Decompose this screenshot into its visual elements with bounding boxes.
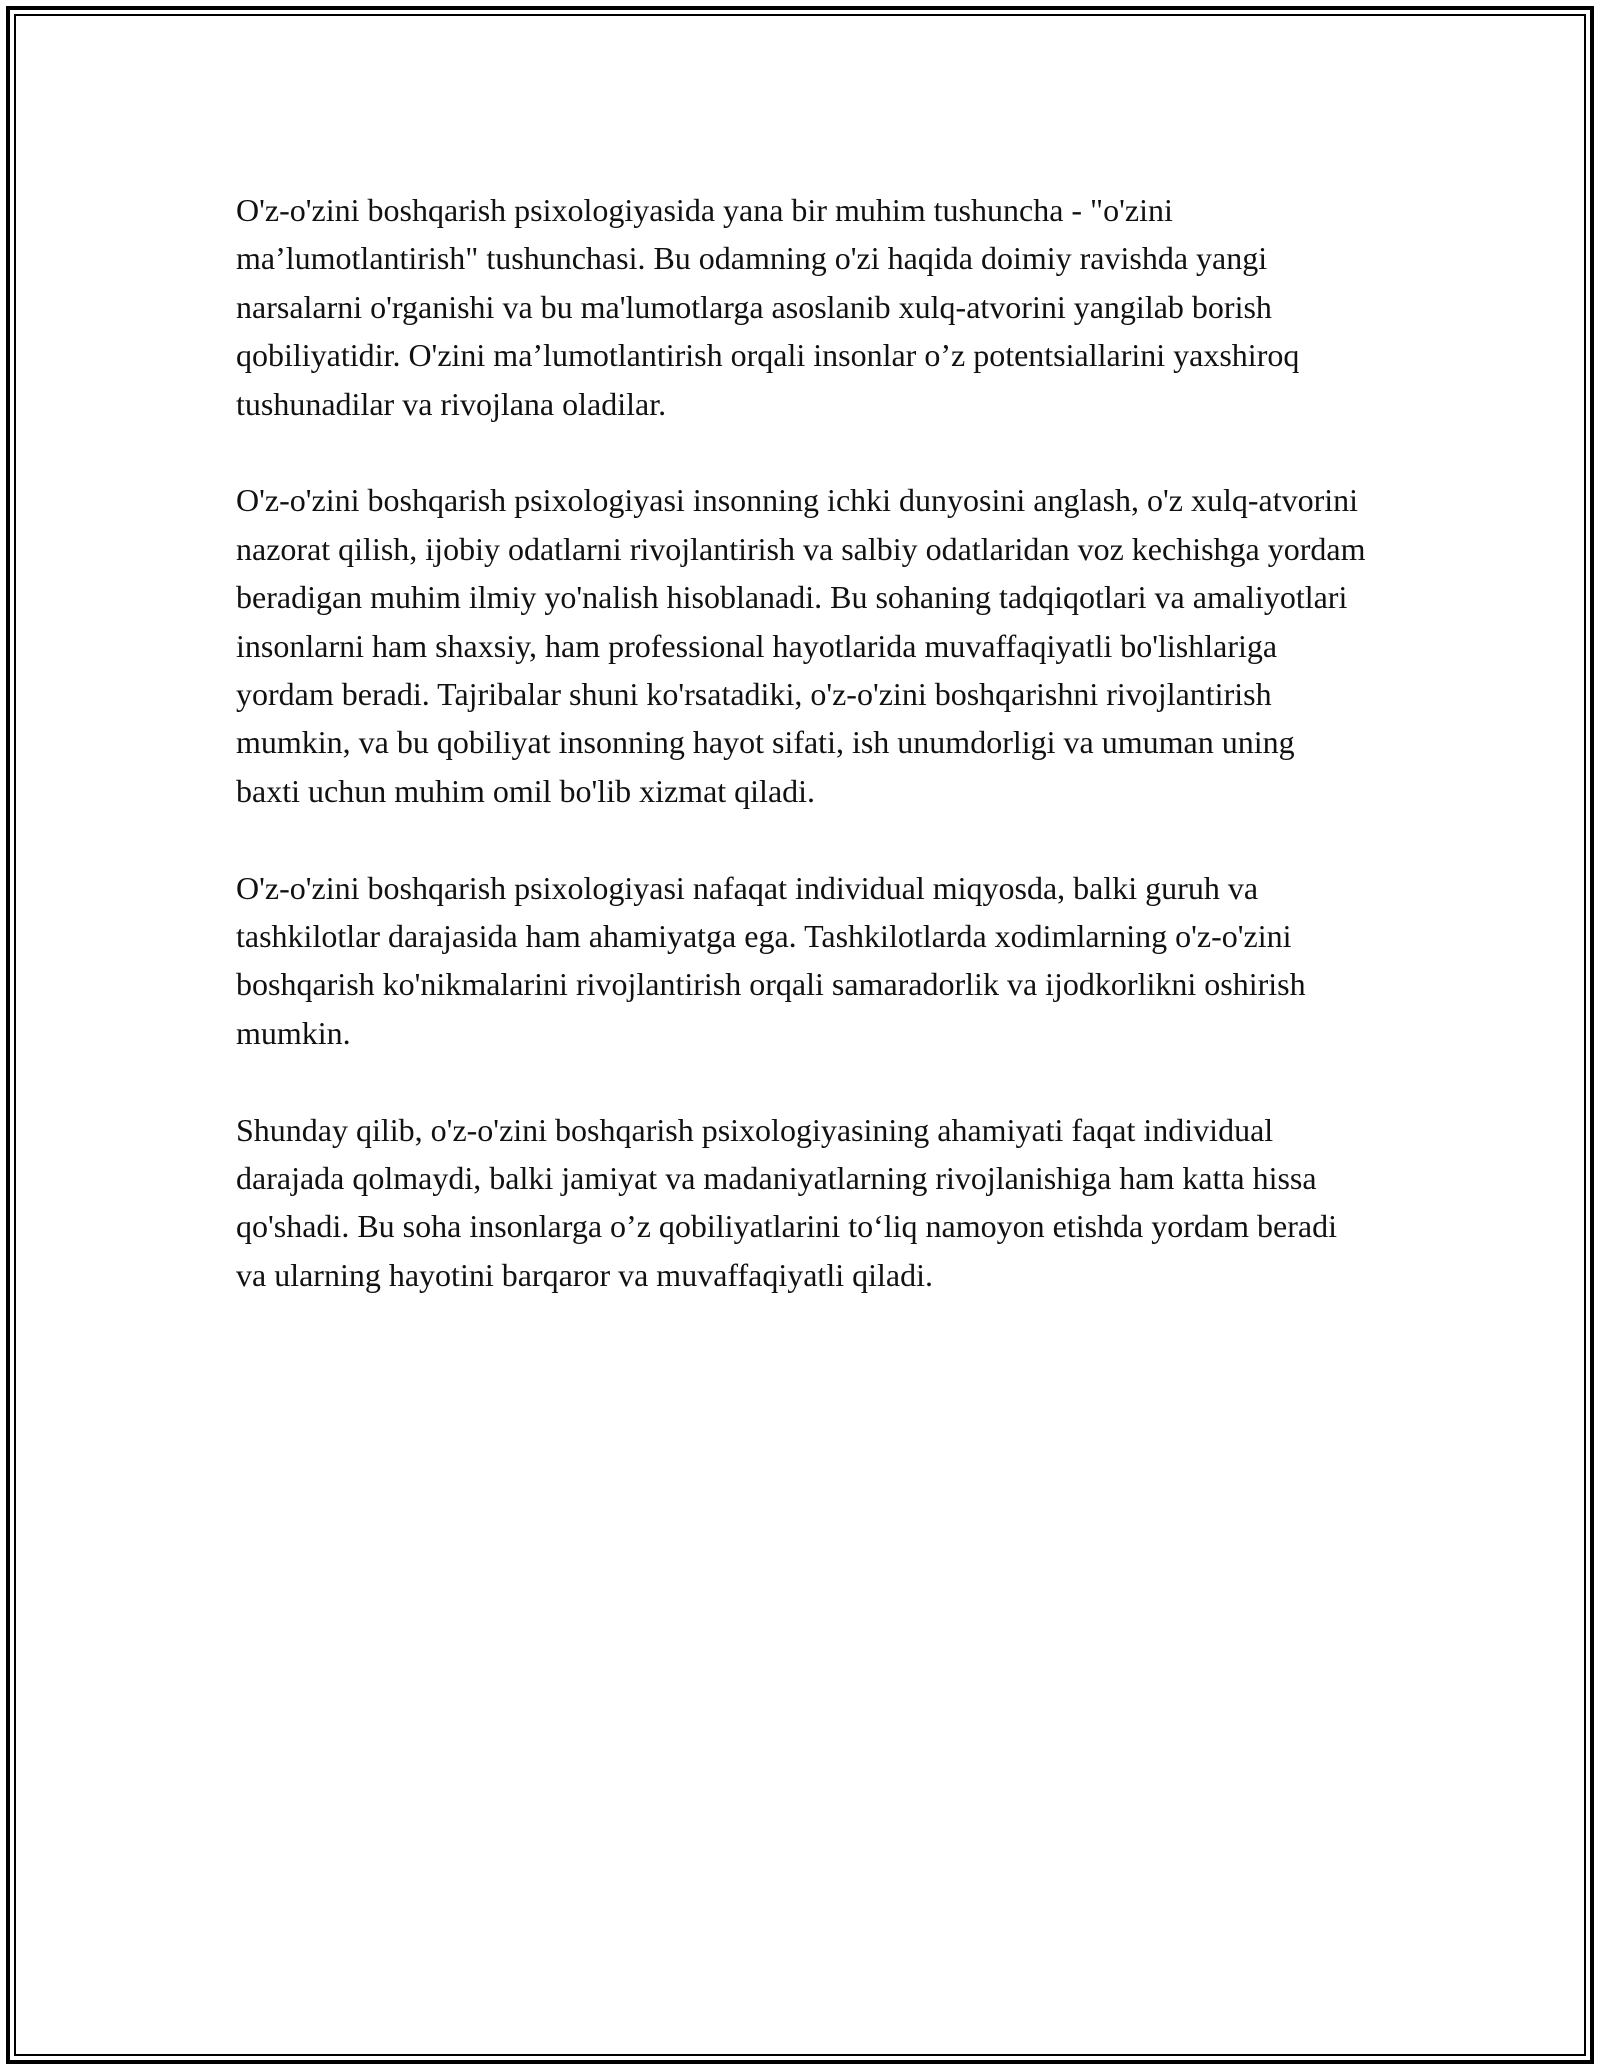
paragraph-conclusion: Shunday qilib, o'z-o'zini boshqarish psixologiyasining ahamiyati faqat individual darajada qolmaydi, balki jamiyat va madaniyatlarning rivojlanishiga ham katta hissa qo'shadi. Bu soha insonlarga o’z qobiliyatlarini to‘liq namoyon etishda yordam beradi va ularning hayotini barqaror va muvaffaqiyatli qiladi. bbox=[236, 1111, 1337, 1293]
paragraph-organizations: O'z-o'zini boshqarish psixologiyasi nafaqat individual miqyosda, balki guruh va tashkilotlar darajasida ham ahamiyatga ega. Tashkilotlarda xodimlarning o'z-o'zini boshqarish ko'nikmalarini rivojlantirish orqali samaradorlik va ijodkorlikni oshirish mumkin. bbox=[236, 869, 1306, 1051]
paragraph-inner-world: O'z-o'zini boshqarish psixologiyasi insonning ichki dunyosini anglash, o'z xulq-atvorini nazorat qilish, ijobiy odatlarni rivojlantirish va salbiy odatlaridan voz kechishga yordam beradigan muhim ilmiy yo'nalish hisoblanadi. Bu sohaning tadqiqotlari va amaliyotlari insonlarni ham shaxsiy, ham professional hayotlarida muvaffaqiyatli bo'lishlariga yordam beradi. Tajribalar shuni ko'rsatadiki, o'z-o'zini boshqarishni rivojlantirish mumkin, va bu qobiliyat insonning hayot sifati, ish unumdorligi va umuman uning baxti uchun muhim omil bo'lib xizmat qiladi. bbox=[236, 482, 1366, 809]
paragraph-self-informing: O'z-o'zini boshqarish psixologiyasida yana bir muhim tushuncha - "o'zini ma’lumotlantirish" tushunchasi. Bu odamning o'zi haqida doimiy ravishda yangi narsalarni o'rganishi va bu ma'lumotlarga asoslanib xulq-atvorini yangilab borish qobiliyatidir. O'zini ma’lumotlantirish orqali insonlar o’z potentsiallarini yaxshiroq tushunadilar va rivojlana oladilar. bbox=[236, 192, 1300, 422]
document-body bbox=[236, 186, 1366, 1348]
